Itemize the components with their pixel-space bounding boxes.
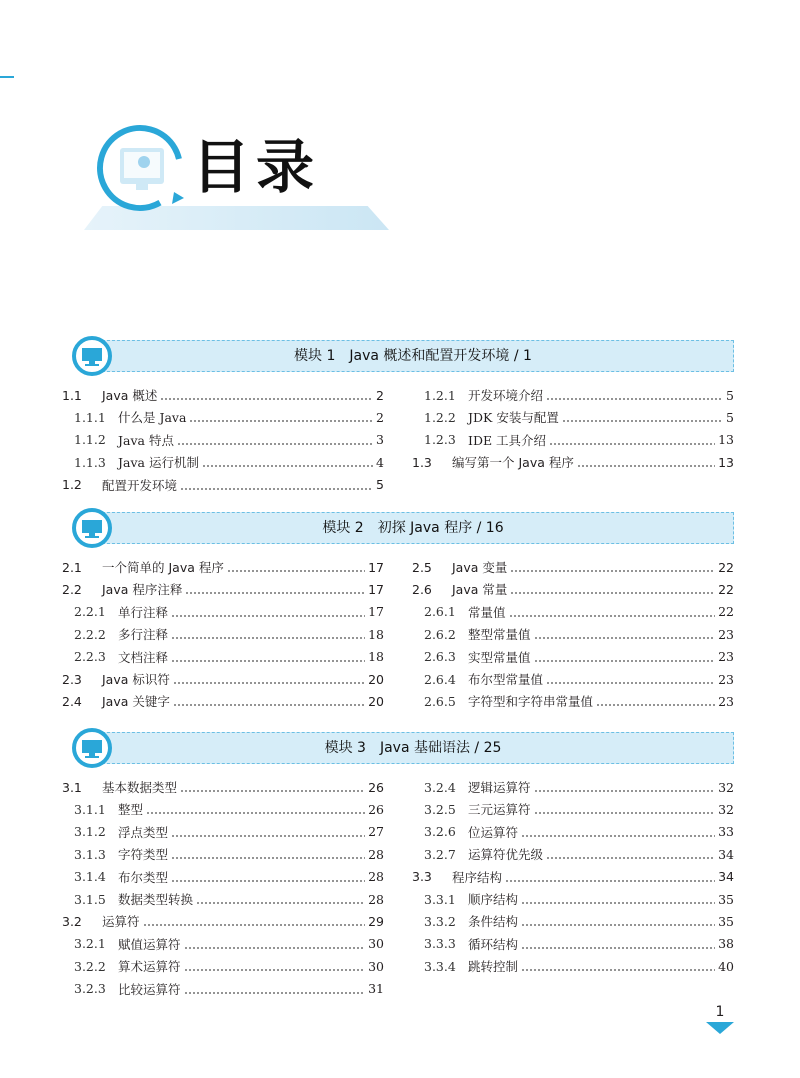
toc-entry-page: 22 (718, 559, 734, 575)
toc-entry-page: 2 (376, 409, 384, 425)
toc-leader-dots (521, 938, 715, 950)
toc-entry-label: Java 程序注释 (102, 582, 183, 598)
toc-entry-label: 整型 (118, 802, 144, 818)
toc-entry-page: 40 (718, 958, 734, 974)
toc-entry-label: 布尔型常量值 (468, 672, 544, 687)
toc-entry-label: 单行注释 (118, 604, 169, 620)
toc-entry-label: 循环结构 (468, 936, 519, 952)
toc-entry-number: 3.2.3 (74, 981, 106, 997)
toc-leader-dots (180, 479, 373, 491)
page-number: 1 (715, 1004, 725, 1020)
toc-leader-dots (184, 983, 366, 995)
module-3 (62, 728, 736, 998)
toc-entry[interactable] (412, 601, 734, 623)
toc-entry-label: 运算符优先级 (468, 847, 544, 863)
toc-entry-page: 20 (368, 693, 384, 709)
toc-entry[interactable] (412, 866, 734, 888)
toc-leader-dots (546, 673, 715, 685)
toc-entry-number: 1.1.2 (74, 432, 106, 448)
page-title: 目录 (192, 133, 321, 201)
toc-entry-number: 1.1.1 (74, 409, 106, 425)
toc-entry-number: 1.2.2 (424, 409, 456, 425)
toc-entry-number: 2.6.5 (424, 693, 456, 709)
toc-entry-number: 2.6.3 (424, 649, 456, 665)
toc-entry-page: 18 (368, 649, 384, 665)
toc-entry-label: 跳转控制 (468, 959, 519, 975)
toc-entry-number: 3.1.2 (74, 824, 106, 840)
toc-entry-label: Java 常量 (452, 582, 508, 598)
module-2 (62, 508, 736, 718)
toc-entry-label: 算术运算符 (118, 959, 181, 975)
toc-entry-label: 常量值 (468, 604, 506, 620)
toc-entry-label: IDE 工具介绍 (468, 432, 547, 448)
toc-entry-label: 开发环境介绍 (468, 388, 544, 403)
toc-leader-dots (534, 803, 716, 815)
toc-entry-page: 2 (376, 387, 384, 403)
toc-entry[interactable] (412, 888, 734, 910)
toc-entry-label: 整型常量值 (468, 627, 531, 643)
toc-entry-number: 2.5 (412, 559, 432, 575)
toc-leader-dots (510, 583, 715, 595)
toc-leader-dots (146, 803, 365, 815)
toc-entry-page: 23 (718, 626, 734, 642)
toc-entry-page: 3 (376, 432, 384, 448)
toc-leader-dots (173, 673, 365, 685)
toc-leader-dots (562, 411, 723, 423)
toc-entry[interactable] (62, 843, 384, 865)
toc-entry-label: Java 运行机制 (118, 455, 199, 471)
toc-entry-number: 3.2.4 (424, 779, 456, 795)
toc-entry[interactable] (62, 776, 384, 798)
toc-entry-page: 23 (718, 649, 734, 665)
toc-entry-label: 赋值运算符 (118, 936, 181, 952)
toc-entry-page: 23 (718, 693, 734, 709)
toc-entry-number: 3.3.2 (424, 913, 456, 929)
toc-entry-page: 33 (718, 824, 734, 840)
toc-entry-page: 5 (726, 409, 734, 425)
toc-entry-label: 逻辑运算符 (468, 780, 531, 795)
toc-entry[interactable] (412, 429, 734, 451)
page-arrow-icon (706, 1022, 734, 1034)
toc-leader-dots (202, 456, 373, 468)
toc-leader-dots (171, 826, 365, 838)
toc-entry[interactable] (412, 690, 734, 712)
toc-entry-page: 30 (368, 958, 384, 974)
toc-entry-number: 3.1.5 (74, 891, 106, 907)
module-1 (62, 336, 736, 496)
toc-leader-dots (184, 938, 366, 950)
toc-leader-dots (521, 893, 715, 905)
toc-entry-label: 多行注释 (118, 627, 169, 643)
toc-entry[interactable] (412, 933, 734, 955)
toc-entry-number: 2.2.2 (74, 626, 106, 642)
toc-entry-page: 17 (368, 604, 384, 620)
toc-entry-label: 实型常量值 (468, 649, 531, 665)
toc-entry-number: 1.2.1 (424, 387, 456, 403)
toc-leader-dots (160, 389, 373, 401)
toc-entry-number: 3.2.1 (74, 936, 106, 952)
toc-entry-label: 比较运算符 (118, 981, 181, 997)
toc-entry-page: 31 (368, 981, 384, 997)
toc-entry-number: 1.1.3 (74, 454, 106, 470)
toc-entry-label: 浮点类型 (118, 824, 169, 840)
toc-entry[interactable] (62, 910, 384, 932)
toc-entry-page: 22 (718, 581, 734, 597)
toc-entry-page: 13 (718, 432, 734, 448)
toc-entry-number: 3.2.2 (74, 958, 106, 974)
toc-entry-page: 29 (368, 913, 384, 929)
toc-entry-page: 18 (368, 626, 384, 642)
toc-entry-page: 34 (718, 869, 734, 885)
toc-leader-dots (171, 848, 365, 860)
toc-entry-number: 2.4 (62, 693, 82, 709)
toc-entry[interactable] (62, 978, 384, 1000)
toc-entry-label: 三元运算符 (468, 802, 531, 818)
toc-leader-dots (171, 651, 365, 663)
toc-entry-number: 3.2.7 (424, 846, 456, 862)
toc-entry-label: 编写第一个 Java 程序 (452, 455, 574, 471)
toc-entry[interactable] (62, 406, 384, 428)
toc-leader-dots (521, 915, 715, 927)
toc-leader-dots (521, 960, 715, 972)
toc-entry-page: 34 (718, 846, 734, 862)
toc-entry-number: 2.1 (62, 559, 82, 575)
toc-entry[interactable] (62, 429, 384, 451)
toc-entry-label: 什么是 Java (118, 410, 187, 426)
toc-entry-number: 1.1 (62, 387, 82, 403)
toc-entry-number: 3.3.3 (424, 936, 456, 952)
toc-entry-number: 2.2.1 (74, 604, 106, 620)
toc-entry-label: 字符型和字符串常量值 (468, 694, 594, 710)
toc-entry[interactable] (412, 776, 734, 798)
toc-entry-label: 运算符 (102, 914, 140, 930)
toc-entry-page: 27 (368, 824, 384, 840)
module-title: 模块 3 Java 基础语法 / 25 (324, 740, 502, 756)
toc-entry-number: 3.2.6 (424, 824, 456, 840)
toc-leader-dots (185, 583, 365, 595)
toc-entry[interactable] (62, 888, 384, 910)
toc-entry-page: 17 (368, 581, 384, 597)
toc-leader-dots (171, 606, 365, 618)
toc-leader-dots (196, 893, 365, 905)
toc-entry[interactable] (62, 798, 384, 820)
toc-entry-number: 3.2 (62, 913, 82, 929)
toc-leader-dots (143, 915, 366, 927)
toc-entry[interactable] (62, 578, 384, 600)
toc-entry-page: 32 (718, 801, 734, 817)
toc-leader-dots (173, 695, 365, 707)
module-header (66, 336, 736, 376)
toc-entry-label: 文档注释 (118, 649, 169, 665)
toc-entry-number: 1.2.3 (424, 432, 456, 448)
toc-entry-number: 3.3.1 (424, 891, 456, 907)
toc-entry-number: 3.1.4 (74, 869, 106, 885)
toc-entry-page: 28 (368, 869, 384, 885)
toc-entry-label: 配置开发环境 (102, 477, 178, 493)
toc-entry-page: 28 (368, 846, 384, 862)
toc-entry[interactable] (62, 866, 384, 888)
toc-entry-label: 条件结构 (468, 914, 519, 930)
toc-entry[interactable] (62, 451, 384, 473)
toc-leader-dots (509, 606, 716, 618)
toc-entry-number: 3.1 (62, 779, 82, 795)
toc-entry-page: 26 (368, 801, 384, 817)
toc-leader-dots (521, 826, 715, 838)
toc-entry-number: 2.3 (62, 671, 82, 687)
module-header (66, 728, 736, 768)
toc-entry-label: Java 变量 (452, 560, 508, 575)
toc-entry-label: 位运算符 (468, 824, 519, 840)
toc-entry-label: Java 关键字 (102, 694, 170, 710)
toc-entry-label: Java 概述 (102, 388, 158, 403)
toc-entry-label: 数据类型转换 (118, 892, 194, 907)
toc-entry-label: 字符类型 (118, 847, 169, 863)
toc-entry-number: 2.6.2 (424, 626, 456, 642)
toc-leader-dots (171, 871, 365, 883)
toc-entry-number: 2.6.4 (424, 671, 456, 687)
toc-entry[interactable] (62, 821, 384, 843)
toc-leader-dots (177, 434, 373, 446)
toc-entry-page: 23 (718, 671, 734, 687)
toc-entry-label: 顺序结构 (468, 892, 519, 907)
toc-entry[interactable] (62, 474, 384, 496)
toc-entry-number: 3.1.3 (74, 846, 106, 862)
toc-entry[interactable] (62, 623, 384, 645)
toc-leader-dots (534, 781, 716, 793)
toc-leader-dots (510, 561, 715, 573)
toc-entry[interactable] (412, 623, 734, 645)
toc-entry[interactable] (412, 910, 734, 932)
toc-entry[interactable] (412, 578, 734, 600)
toc-entry[interactable] (412, 384, 734, 406)
toc-entry-page: 17 (368, 559, 384, 575)
toc-leader-dots (596, 695, 715, 707)
toc-leader-dots (227, 561, 365, 573)
toc-entry-number: 3.3 (412, 869, 432, 885)
toc-entry-page: 35 (718, 891, 734, 907)
toc-entry-label: 基本数据类型 (102, 780, 178, 795)
toc-entry-label: JDK 安装与配置 (468, 410, 559, 426)
toc-entry[interactable] (412, 955, 734, 977)
toc-leader-dots (184, 960, 366, 972)
toc-entry-page: 28 (368, 891, 384, 907)
toc-entry-page: 22 (718, 604, 734, 620)
toc-entry[interactable] (412, 556, 734, 578)
toc-leader-dots (505, 871, 715, 883)
toc-entry-page: 20 (368, 671, 384, 687)
toc-entry-number: 2.2.3 (74, 649, 106, 665)
toc-entry[interactable] (62, 668, 384, 690)
toc-entry[interactable] (62, 690, 384, 712)
toc-entry[interactable] (412, 646, 734, 668)
toc-entry-label: Java 标识符 (102, 672, 170, 687)
toc-entry[interactable] (62, 955, 384, 977)
toc-entry-page: 26 (368, 779, 384, 795)
toc-entry[interactable] (62, 933, 384, 955)
toc-entry[interactable] (412, 451, 734, 473)
toc-entry-number: 1.3 (412, 454, 432, 470)
toc-leader-dots (546, 389, 723, 401)
toc-entry[interactable] (62, 601, 384, 623)
module-title: 模块 2 初探 Java 程序 / 16 (322, 520, 504, 536)
toc-entry-page: 13 (718, 454, 734, 470)
toc-entry-label: 一个简单的 Java 程序 (102, 560, 224, 575)
toc-entry[interactable] (412, 406, 734, 428)
toc-entry-label: 程序结构 (452, 869, 503, 885)
toc-entry-page: 38 (718, 936, 734, 952)
toc-entry[interactable] (412, 821, 734, 843)
toc-entry-number: 1.2 (62, 477, 82, 493)
toc-entry-number: 2.2 (62, 581, 82, 597)
toc-entry-number: 2.6 (412, 581, 432, 597)
toc-entry-page: 35 (718, 913, 734, 929)
toc-entry-label: 布尔类型 (118, 869, 169, 885)
toc-entry-page: 30 (368, 936, 384, 952)
module-title: 模块 1 Java 概述和配置开发环境 / 1 (294, 348, 532, 364)
toc-entry-number: 3.3.4 (424, 958, 456, 974)
toc-leader-dots (180, 781, 365, 793)
toc-leader-dots (549, 434, 715, 446)
toc-entry-number: 2.6.1 (424, 604, 456, 620)
toc-leader-dots (546, 848, 715, 860)
toc-entry[interactable] (412, 798, 734, 820)
toc-entry-number: 3.2.5 (424, 801, 456, 817)
toc-entry-page: 5 (376, 477, 384, 493)
toc-leader-dots (534, 628, 716, 640)
toc-entry[interactable] (62, 556, 384, 578)
toc-entry[interactable] (412, 668, 734, 690)
toc-entry[interactable] (62, 384, 384, 406)
computer-logo-icon (92, 122, 192, 222)
toc-entry-number: 3.1.1 (74, 801, 106, 817)
corner-accent-line (0, 76, 14, 78)
toc-entry-page: 4 (376, 454, 384, 470)
toc-leader-dots (189, 411, 373, 423)
toc-entry[interactable] (62, 646, 384, 668)
toc-entry-page: 5 (726, 387, 734, 403)
toc-leader-dots (534, 651, 716, 663)
toc-entry[interactable] (412, 843, 734, 865)
module-header (66, 508, 736, 548)
toc-entry-label: Java 特点 (118, 432, 174, 448)
toc-entry-page: 32 (718, 779, 734, 795)
toc-leader-dots (577, 456, 715, 468)
toc-leader-dots (171, 628, 365, 640)
